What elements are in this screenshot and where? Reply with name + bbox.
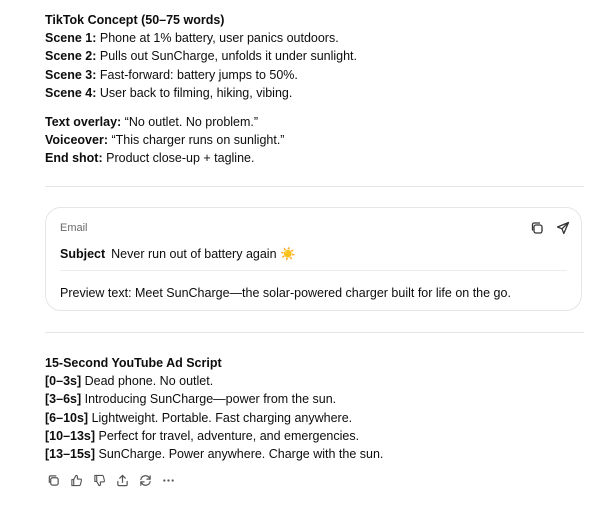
card-divider <box>60 270 567 271</box>
tiktok-title: TikTok Concept (50–75 words) <box>45 13 225 27</box>
divider <box>45 332 584 333</box>
text-overlay-line: Text overlay: “No outlet. No problem.” <box>45 115 259 129</box>
copy-icon[interactable] <box>529 220 545 236</box>
scene-line: Scene 3: Fast-forward: battery jumps to 50%. <box>45 67 298 82</box>
scene-line: Scene 1: Phone at 1% battery, user panics outdoors. <box>45 31 339 46</box>
tiktok-section <box>45 11 584 102</box>
script-line: [0–3s] Dead phone. No outlet. <box>45 374 214 389</box>
more-icon[interactable] <box>160 472 176 488</box>
subject-key: Subject <box>60 247 106 261</box>
divider <box>45 186 584 187</box>
end-shot-line: End shot: Product close-up + tagline. <box>45 151 255 166</box>
thumbs-up-icon[interactable] <box>68 472 84 488</box>
email-subject <box>60 247 296 262</box>
script-line: [13–15s] SunCharge. Power anywhere. Charge with the sun. <box>45 447 384 462</box>
message-actions <box>45 472 176 488</box>
thumbs-down-icon[interactable] <box>91 472 107 488</box>
email-label: Email <box>60 222 88 234</box>
youtube-section <box>45 354 584 463</box>
scene-line: Scene 2: Pulls out SunCharge, unfolds it under sunlight. <box>45 49 357 64</box>
share-icon[interactable] <box>114 472 130 488</box>
subject-value: Never run out of battery again ☀️ <box>111 247 296 261</box>
tiktok-extras <box>45 113 584 168</box>
script-line: [10–13s] Perfect for travel, adventure, and emergencies. <box>45 428 360 443</box>
regenerate-icon[interactable] <box>137 472 153 488</box>
email-preview-text: Preview text: Meet SunCharge—the solar-powered charger built for life on the go. <box>60 286 511 300</box>
youtube-title: 15-Second YouTube Ad Script <box>45 356 222 370</box>
copy-icon[interactable] <box>45 472 61 488</box>
voiceover-line: Voiceover: “This charger runs on sunlight.” <box>45 133 285 148</box>
email-card <box>45 207 582 311</box>
script-line: [6–10s] Lightweight. Portable. Fast charging anywhere. <box>45 410 353 425</box>
send-icon[interactable] <box>555 220 571 236</box>
script-line: [3–6s] Introducing SunCharge—power from the sun. <box>45 392 337 407</box>
email-card-actions <box>529 220 571 236</box>
scene-line: Scene 4: User back to filming, hiking, vibing. <box>45 85 293 100</box>
